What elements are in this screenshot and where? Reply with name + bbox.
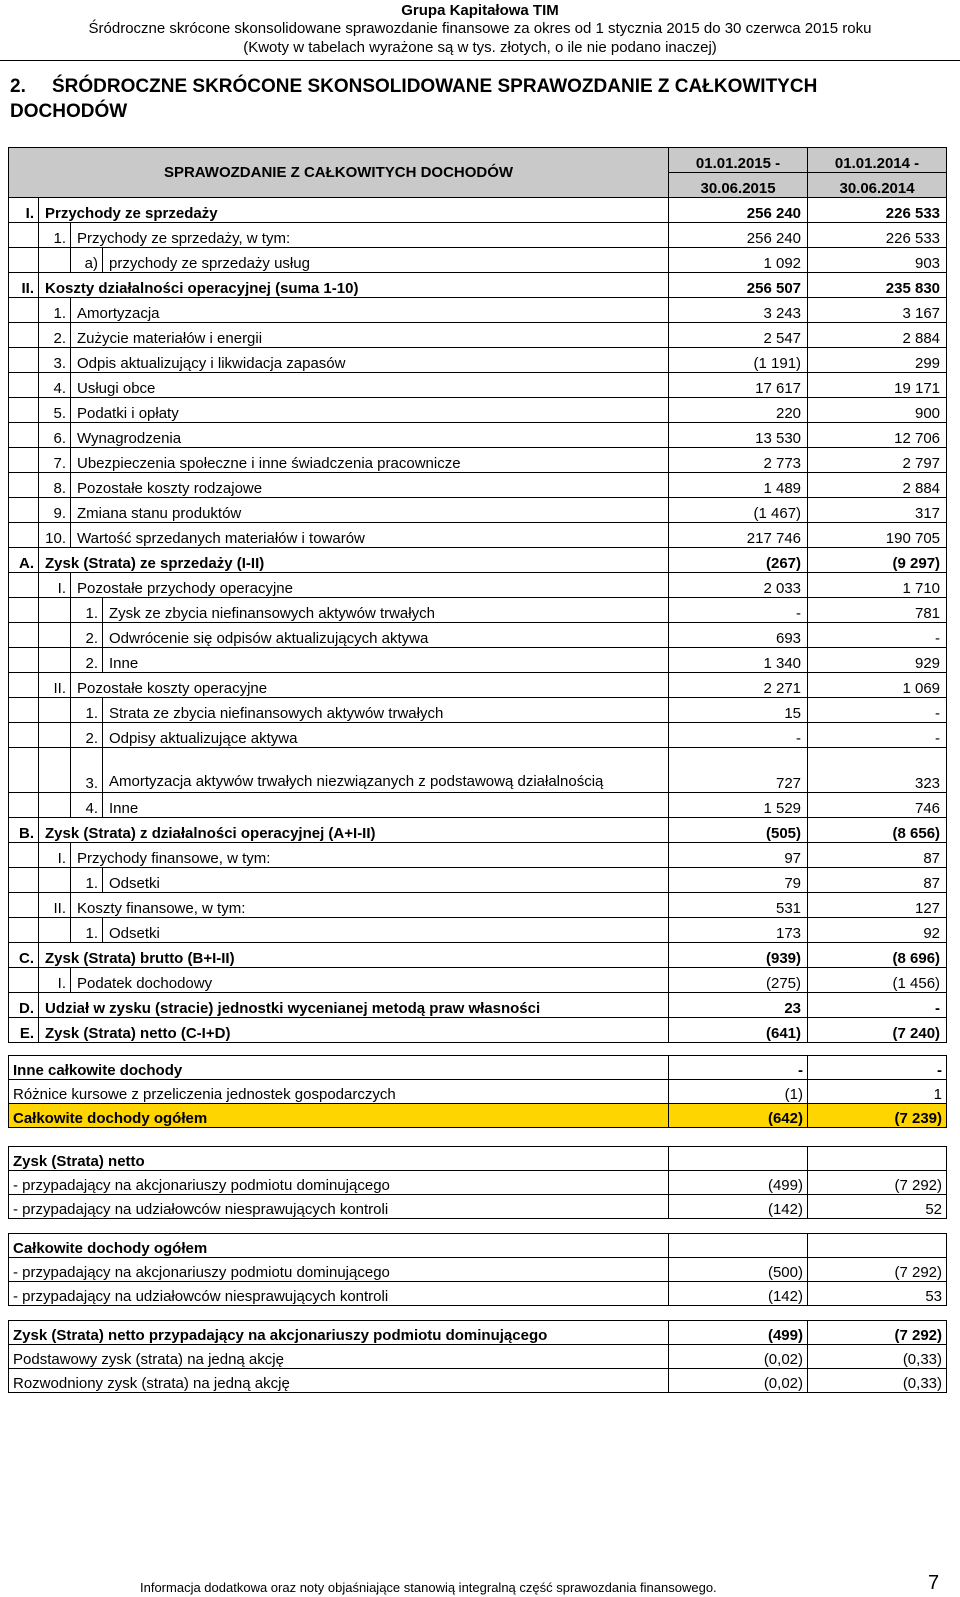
row-label: Udział w zysku (stracie) jednostki wycenianej metodą praw własności: [39, 993, 669, 1018]
value-2015: (0,02): [669, 1369, 808, 1393]
row-number: II.: [39, 673, 71, 698]
value-2015: (142): [669, 1282, 808, 1306]
row-label: Podstawowy zysk (strata) na jedną akcję: [9, 1345, 669, 1369]
row-number: 1.: [71, 598, 103, 623]
value-2014: (9 297): [808, 548, 947, 573]
value-2015: (499): [669, 1171, 808, 1195]
table-row: [9, 868, 947, 893]
summary-table: [8, 1233, 947, 1306]
value-2015: 1 340: [669, 648, 808, 673]
row-number: 1.: [71, 918, 103, 943]
row-number: 5.: [39, 398, 71, 423]
row-number: I.: [9, 198, 39, 223]
row-label: Zysk (Strata) netto (C-I+D): [39, 1018, 669, 1043]
value-2015: 256 240: [669, 223, 808, 248]
value-2015: (641): [669, 1018, 808, 1043]
table-row: [9, 698, 947, 723]
row-indent: [39, 918, 71, 943]
value-2015: (939): [669, 943, 808, 968]
value-2014: (7 292): [808, 1321, 947, 1345]
row-indent: [9, 523, 39, 548]
row-label: Pozostałe przychody operacyjne: [71, 573, 669, 598]
report-subtitle: Śródroczne skrócone skonsolidowane sprawozdanie finansowe za okres od 1 stycznia 2015 do 30 czerwca 2015 roku: [88, 20, 872, 37]
value-2014: -: [808, 1056, 947, 1080]
row-indent: [9, 248, 39, 273]
row-indent: [9, 623, 39, 648]
table-row: [9, 1147, 947, 1171]
value-2015: 220: [669, 398, 808, 423]
row-label: Strata ze zbycia niefinansowych aktywów trwałych: [103, 698, 669, 723]
row-label: Amortyzacja: [71, 298, 669, 323]
row-indent: [39, 623, 71, 648]
table-row: [9, 398, 947, 423]
table-row: [9, 1258, 947, 1282]
table-row: [9, 423, 947, 448]
table-row: [9, 248, 947, 273]
value-2015: -: [669, 1056, 808, 1080]
value-2015: (505): [669, 818, 808, 843]
row-indent: [39, 793, 71, 818]
value-2015: [669, 1147, 808, 1171]
table-row: [9, 198, 947, 223]
value-2014: 92: [808, 918, 947, 943]
row-label: Przychody ze sprzedaży: [39, 198, 669, 223]
value-2015: 727: [669, 748, 808, 793]
row-label: Zużycie materiałów i energii: [71, 323, 669, 348]
summary-table: [8, 1320, 947, 1393]
value-2014: (8 656): [808, 818, 947, 843]
table-row: [9, 223, 947, 248]
value-2014: (7 292): [808, 1258, 947, 1282]
value-2014: 781: [808, 598, 947, 623]
row-indent: [39, 648, 71, 673]
value-2014: 52: [808, 1195, 947, 1219]
row-label: Inne: [103, 648, 669, 673]
statement-title: SPRAWOZDANIE Z CAŁKOWITYCH DOCHODÓW: [9, 148, 669, 198]
row-label: Całkowite dochody ogółem: [9, 1104, 669, 1128]
row-number: A.: [9, 548, 39, 573]
row-number: 1.: [39, 223, 71, 248]
table-row: [9, 548, 947, 573]
value-2015: 2 773: [669, 448, 808, 473]
section-title-text: ŚRÓDROCZNE SKRÓCONE SKONSOLIDOWANE SPRAWOZDANIE Z CAŁKOWITYCH DOCHODÓW: [10, 76, 818, 122]
row-label: - przypadający na akcjonariuszy podmiotu dominującego: [9, 1258, 669, 1282]
value-2014: 19 171: [808, 373, 947, 398]
value-2015: (642): [669, 1104, 808, 1128]
row-indent: [9, 298, 39, 323]
row-indent: [39, 723, 71, 748]
row-indent: [9, 698, 39, 723]
row-number: E.: [9, 1018, 39, 1043]
row-indent: [39, 598, 71, 623]
row-indent: [9, 868, 39, 893]
table-row: [9, 298, 947, 323]
value-2014: 317: [808, 498, 947, 523]
row-number: 4.: [39, 373, 71, 398]
table-row: [9, 373, 947, 398]
table-row: [9, 1018, 947, 1043]
value-2015: (275): [669, 968, 808, 993]
table-row: [9, 723, 947, 748]
row-number: II.: [9, 273, 39, 298]
row-label: Zysk ze zbycia niefinansowych aktywów trwałych: [103, 598, 669, 623]
row-number: 3.: [71, 748, 103, 793]
value-2014: -: [808, 623, 947, 648]
row-number: B.: [9, 818, 39, 843]
row-label: Amortyzacja aktywów trwałych niezwiązanych z podstawową działalnością: [103, 748, 669, 793]
value-2014: 1: [808, 1080, 947, 1104]
row-number: 2.: [39, 323, 71, 348]
row-indent: [9, 598, 39, 623]
row-number: II.: [39, 893, 71, 918]
row-label: Ubezpieczenia społeczne i inne świadczenia pracownicze: [71, 448, 669, 473]
row-label: Pozostałe koszty rodzajowe: [71, 473, 669, 498]
value-2014: [808, 1147, 947, 1171]
table-row: [9, 1056, 947, 1080]
value-2014: 190 705: [808, 523, 947, 548]
value-2015: 531: [669, 893, 808, 918]
row-indent: [9, 223, 39, 248]
value-2014: 2 884: [808, 323, 947, 348]
row-label: Pozostałe koszty operacyjne: [71, 673, 669, 698]
row-label: Odsetki: [103, 868, 669, 893]
value-2015: 256 507: [669, 273, 808, 298]
value-2015: 1 529: [669, 793, 808, 818]
value-2014: (0,33): [808, 1369, 947, 1393]
value-2015: 217 746: [669, 523, 808, 548]
value-2014: 1 069: [808, 673, 947, 698]
section-title: [10, 74, 930, 124]
row-number: 2.: [71, 623, 103, 648]
table-row: [9, 1195, 947, 1219]
value-2014: 127: [808, 893, 947, 918]
row-indent: [9, 348, 39, 373]
table-row: [9, 623, 947, 648]
row-label: Podatki i opłaty: [71, 398, 669, 423]
table-row: [9, 1234, 947, 1258]
table-row: [9, 818, 947, 843]
row-number: 4.: [71, 793, 103, 818]
row-indent: [9, 448, 39, 473]
table-row: [9, 523, 947, 548]
value-2015: -: [669, 598, 808, 623]
row-label: Wynagrodzenia: [71, 423, 669, 448]
footer-note: Informacja dodatkowa oraz noty objaśniające stanowią integralną część sprawozdania finansowego.: [140, 1580, 717, 1595]
row-label: Różnice kursowe z przeliczenia jednostek gospodarczych: [9, 1080, 669, 1104]
page-number: 7: [928, 1572, 940, 1594]
row-number: 8.: [39, 473, 71, 498]
value-2015: 256 240: [669, 198, 808, 223]
value-2015: 3 243: [669, 298, 808, 323]
table-row: [9, 448, 947, 473]
value-2014: 299: [808, 348, 947, 373]
row-label: Zmiana stanu produktów: [71, 498, 669, 523]
row-label: Koszty finansowe, w tym:: [71, 893, 669, 918]
row-number: 9.: [39, 498, 71, 523]
table-row: [9, 1171, 947, 1195]
value-2014: 903: [808, 248, 947, 273]
value-2015: (1 467): [669, 498, 808, 523]
value-2014: 1 710: [808, 573, 947, 598]
value-2015: 693: [669, 623, 808, 648]
row-indent: [9, 648, 39, 673]
value-2014: 3 167: [808, 298, 947, 323]
value-2015: (500): [669, 1258, 808, 1282]
value-2015: (499): [669, 1321, 808, 1345]
table-row: [9, 1080, 947, 1104]
table-row: [9, 348, 947, 373]
row-label: Inne całkowite dochody: [9, 1056, 669, 1080]
table-row: [9, 648, 947, 673]
row-label: - przypadający na udziałowców niesprawujących kontroli: [9, 1282, 669, 1306]
row-number: C.: [9, 943, 39, 968]
row-indent: [9, 498, 39, 523]
row-number: I.: [39, 968, 71, 993]
statement-table: [8, 147, 947, 1043]
row-label: Całkowite dochody ogółem: [9, 1234, 669, 1258]
value-2014: 53: [808, 1282, 947, 1306]
row-indent: [9, 423, 39, 448]
row-indent: [9, 323, 39, 348]
row-label: Zysk (Strata) z działalności operacyjnej (A+I-II): [39, 818, 669, 843]
value-2015: 173: [669, 918, 808, 943]
row-label: Usługi obce: [71, 373, 669, 398]
row-indent: [9, 893, 39, 918]
table-row: [9, 1282, 947, 1306]
row-label: Odpisy aktualizujące aktywa: [103, 723, 669, 748]
value-2014: 2 884: [808, 473, 947, 498]
value-2014: 2 797: [808, 448, 947, 473]
value-2015: 97: [669, 843, 808, 868]
value-2014: 87: [808, 843, 947, 868]
row-label: Rozwodniony zysk (strata) na jedną akcję: [9, 1369, 669, 1393]
value-2014: 226 533: [808, 198, 947, 223]
value-2015: 1 489: [669, 473, 808, 498]
row-label: Wartość sprzedanych materiałów i towarów: [71, 523, 669, 548]
table-row: [9, 473, 947, 498]
value-2014: 226 533: [808, 223, 947, 248]
row-number: 1.: [39, 298, 71, 323]
period-2-end: 30.06.2014: [808, 173, 947, 198]
table-row: [9, 943, 947, 968]
row-indent: [39, 748, 71, 793]
row-label: - przypadający na udziałowców niesprawujących kontroli: [9, 1195, 669, 1219]
table-row: [9, 993, 947, 1018]
value-2015: 17 617: [669, 373, 808, 398]
table-row: [9, 498, 947, 523]
value-2015: (1 191): [669, 348, 808, 373]
row-label: Zysk (Strata) ze sprzedaży (I-II): [39, 548, 669, 573]
row-indent: [9, 793, 39, 818]
period-1-start: 01.01.2015 -: [669, 148, 808, 173]
value-2015: 23: [669, 993, 808, 1018]
value-2015: 79: [669, 868, 808, 893]
row-label: Przychody finansowe, w tym:: [71, 843, 669, 868]
row-number: 7.: [39, 448, 71, 473]
table-row: [9, 843, 947, 868]
header-divider: [0, 60, 960, 61]
row-number: a): [71, 248, 103, 273]
row-indent: [39, 698, 71, 723]
value-2015: -: [669, 723, 808, 748]
value-2014: -: [808, 723, 947, 748]
row-label: Podatek dochodowy: [71, 968, 669, 993]
value-2014: 235 830: [808, 273, 947, 298]
table-row: [9, 793, 947, 818]
row-label: Zysk (Strata) netto przypadający na akcjonariuszy podmiotu dominującego: [9, 1321, 669, 1345]
row-label: Inne: [103, 793, 669, 818]
value-2014: (0,33): [808, 1345, 947, 1369]
row-label: Koszty działalności operacyjnej (suma 1-10): [39, 273, 669, 298]
value-2015: (0,02): [669, 1345, 808, 1369]
value-2014: -: [808, 993, 947, 1018]
row-indent: [9, 573, 39, 598]
amounts-note: (Kwoty w tabelach wyrażone są w tys. złotych, o ile nie podano inaczej): [243, 39, 717, 56]
row-number: I.: [39, 573, 71, 598]
row-number: 1.: [71, 698, 103, 723]
value-2014: -: [808, 698, 947, 723]
value-2014: (1 456): [808, 968, 947, 993]
table-row: [9, 598, 947, 623]
row-indent: [9, 373, 39, 398]
table-row: [9, 968, 947, 993]
table-row: [9, 573, 947, 598]
value-2015: 2 033: [669, 573, 808, 598]
page-header: [0, 2, 960, 57]
row-indent: [39, 868, 71, 893]
value-2015: 2 547: [669, 323, 808, 348]
value-2014: 323: [808, 748, 947, 793]
table-row: [9, 1104, 947, 1128]
row-indent: [9, 398, 39, 423]
row-label: Zysk (Strata) netto: [9, 1147, 669, 1171]
table-row: [9, 1369, 947, 1393]
row-label: Odwrócenie się odpisów aktualizujących aktywa: [103, 623, 669, 648]
period-1-end: 30.06.2015: [669, 173, 808, 198]
row-label: Odpis aktualizujący i likwidacja zapasów: [71, 348, 669, 373]
period-2-start: 01.01.2014 -: [808, 148, 947, 173]
value-2015: (1): [669, 1080, 808, 1104]
value-2015: [669, 1234, 808, 1258]
value-2015: 15: [669, 698, 808, 723]
table-row: [9, 918, 947, 943]
row-indent: [9, 843, 39, 868]
summary-table: [8, 1055, 947, 1128]
value-2014: 746: [808, 793, 947, 818]
value-2014: 12 706: [808, 423, 947, 448]
row-number: 2.: [71, 723, 103, 748]
value-2014: 929: [808, 648, 947, 673]
row-indent: [9, 968, 39, 993]
value-2015: 1 092: [669, 248, 808, 273]
row-indent: [39, 248, 71, 273]
value-2014: (7 239): [808, 1104, 947, 1128]
table-row: [9, 1345, 947, 1369]
row-number: 6.: [39, 423, 71, 448]
value-2014: 900: [808, 398, 947, 423]
row-indent: [9, 723, 39, 748]
table-row: [9, 273, 947, 298]
value-2014: 87: [808, 868, 947, 893]
row-indent: [9, 673, 39, 698]
value-2014: (7 292): [808, 1171, 947, 1195]
row-label: Zysk (Strata) brutto (B+I-II): [39, 943, 669, 968]
row-indent: [9, 748, 39, 793]
value-2015: 2 271: [669, 673, 808, 698]
row-number: D.: [9, 993, 39, 1018]
row-indent: [9, 918, 39, 943]
table-row: [9, 323, 947, 348]
value-2015: 13 530: [669, 423, 808, 448]
summary-table: [8, 1146, 947, 1219]
row-number: 10.: [39, 523, 71, 548]
value-2015: (267): [669, 548, 808, 573]
table-row: [9, 893, 947, 918]
row-label: Przychody ze sprzedaży, w tym:: [71, 223, 669, 248]
company-name: Grupa Kapitałowa TIM: [401, 2, 559, 19]
value-2014: (8 696): [808, 943, 947, 968]
row-number: I.: [39, 843, 71, 868]
row-number: 1.: [71, 868, 103, 893]
table-row: [9, 673, 947, 698]
row-label: Odsetki: [103, 918, 669, 943]
value-2014: (7 240): [808, 1018, 947, 1043]
row-label: przychody ze sprzedaży usług: [103, 248, 669, 273]
value-2014: [808, 1234, 947, 1258]
statement-header-row-1: [9, 148, 947, 173]
row-number: 2.: [71, 648, 103, 673]
table-row: [9, 1321, 947, 1345]
row-label: - przypadający na akcjonariuszy podmiotu dominującego: [9, 1171, 669, 1195]
section-number: 2.: [10, 76, 26, 97]
row-indent: [9, 473, 39, 498]
value-2015: (142): [669, 1195, 808, 1219]
row-number: 3.: [39, 348, 71, 373]
table-row: [9, 748, 947, 793]
